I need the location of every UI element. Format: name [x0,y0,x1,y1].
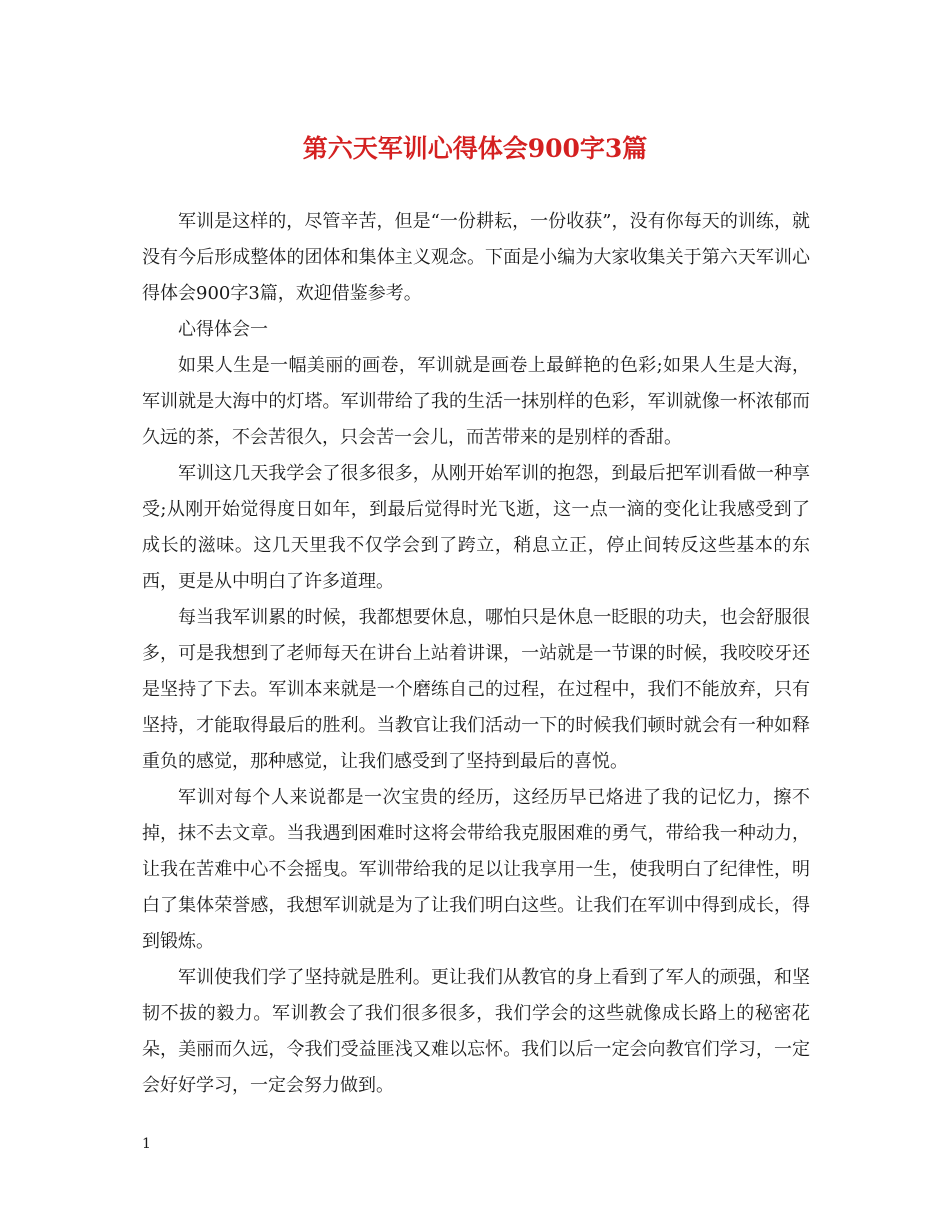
document-body [142,204,810,1104]
section-heading: 心得体会一 [178,319,268,340]
paragraph-intro: 军训是这样的，尽管辛苦，但是“一份耕耘，一份收获”，没有你每天的训练，就没有今后形成整体的团体和集体主义观念。下面是小编为大家收集关于第六天军训心得体会900字3篇，欢迎借鉴参考。 [142,211,810,304]
paragraph: 如果人生是一幅美丽的画卷，军训就是画卷上最鲜艳的色彩;如果人生是大海，军训就是大海中的灯塔。军训带给了我的生活一抹别样的色彩，军训就像一杯浓郁而久远的茶，不会苦很久，只会苦一会儿，而苦带来的是别样的香甜。 [142,355,810,448]
paragraph: 军训这几天我学会了很多很多，从刚开始军训的抱怨，到最后把军训看做一种享受;从刚开始觉得度日如年，到最后觉得时光飞逝，这一点一滴的变化让我感受到了成长的滋味。这几天里我不仅学会到了跨立，稍息立正，停止间转反这些基本的东西，更是从中明白了许多道理。 [142,463,810,592]
page-number: 1 [142,1136,151,1152]
paragraph: 军训对每个人来说都是一次宝贵的经历，这经历早已烙进了我的记忆力，擦不掉，抹不去文章。当我遇到困难时这将会带给我克服困难的勇气，带给我一种动力，让我在苦难中心不会摇曳。军训带给我的足以让我享用一生，使我明白了纪律性，明白了集体荣誉感，我想军训就是为了让我们明白这些。让我们在军训中得到成长，得到锻炼。 [142,787,810,952]
paragraph: 军训使我们学了坚持就是胜利。更让我们从教官的身上看到了军人的顽强，和坚韧不拔的毅力。军训教会了我们很多很多，我们学会的这些就像成长路上的秘密花朵，美丽而久远，令我们受益匪浅又难以忘怀。我们以后一定会向教官们学习，一定会好好学习，一定会努力做到。 [142,967,810,1096]
paragraph: 每当我军训累的时候，我都想要休息，哪怕只是休息一眨眼的功夫，也会舒服很多，可是我想到了老师每天在讲台上站着讲课，一站就是一节课的时候，我咬咬牙还是坚持了下去。军训本来就是一个磨练自己的过程，在过程中，我们不能放弃，只有坚持，才能取得最后的胜利。当教官让我们活动一下的时候我们顿时就会有一种如释重负的感觉，那种感觉，让我们感受到了坚持到最后的喜悦。 [142,607,810,772]
document-title: 第六天军训心得体会900字3篇 [302,134,648,163]
